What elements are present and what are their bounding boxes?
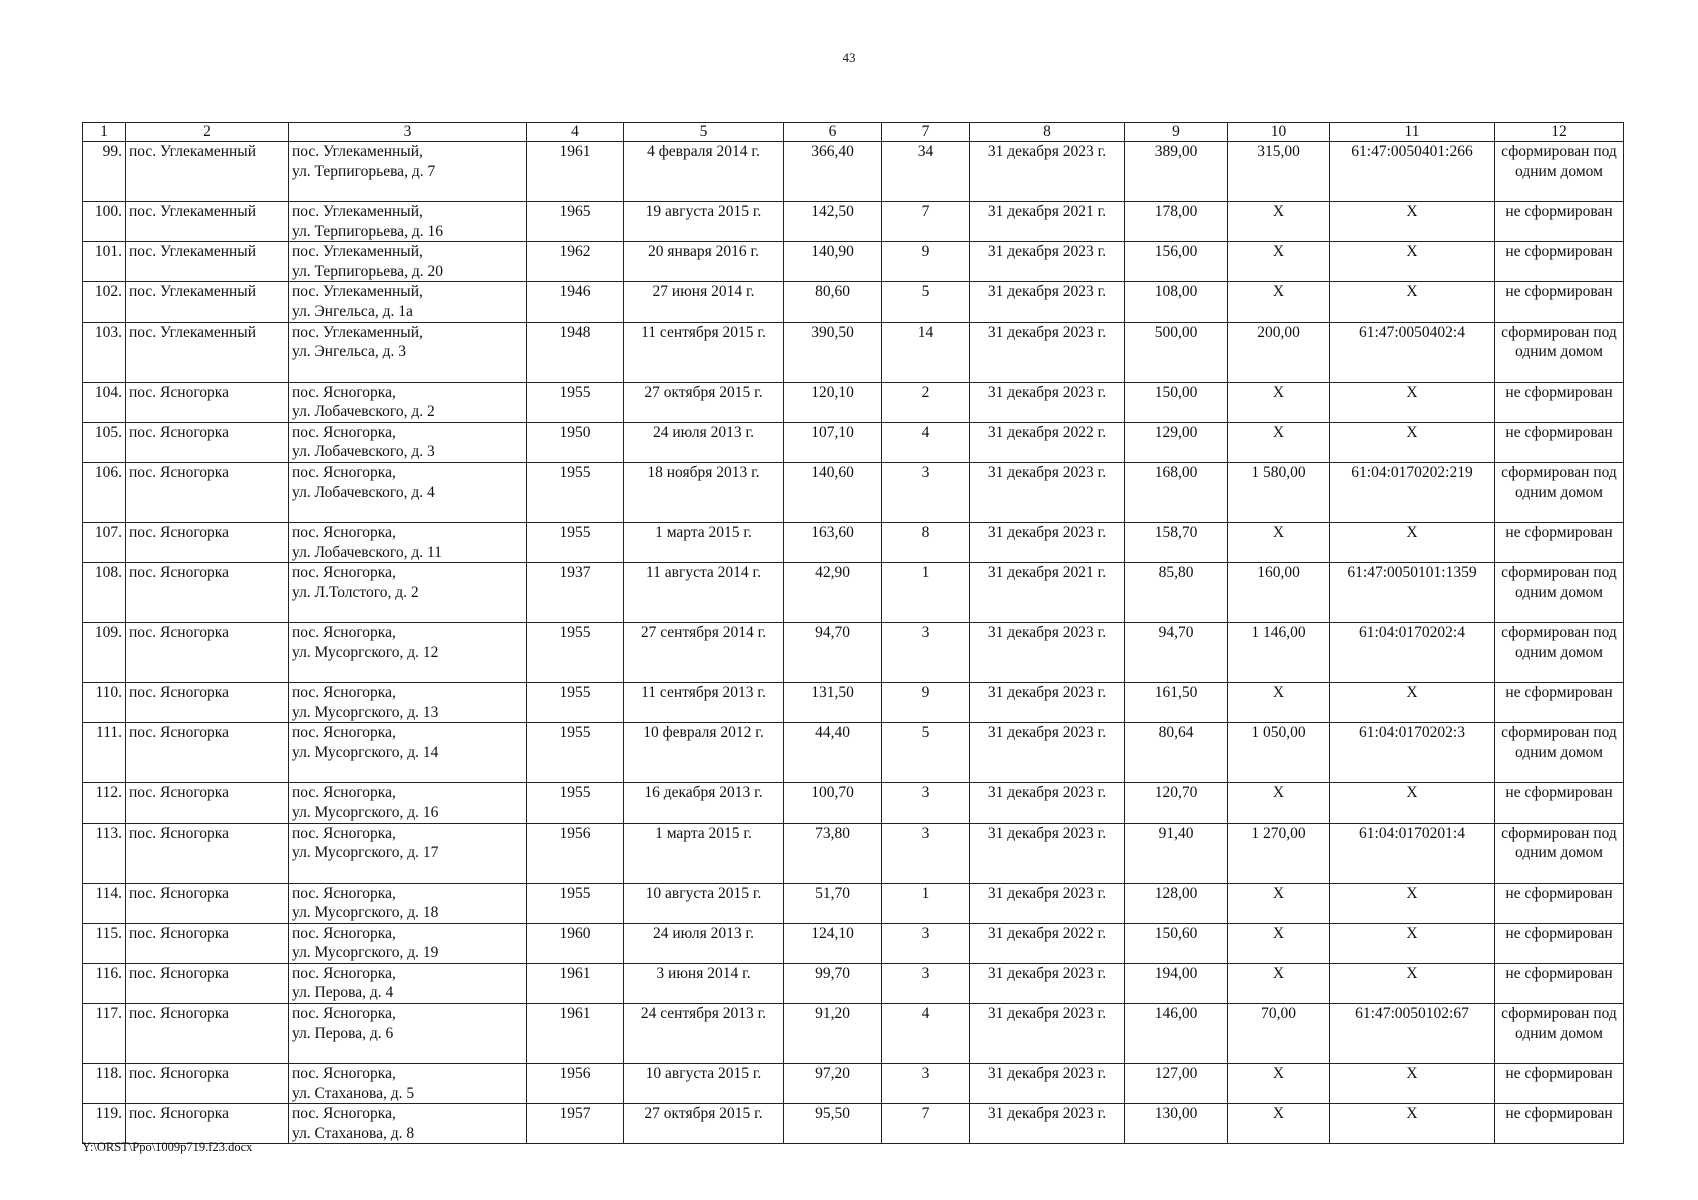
- cell-land-area: X: [1228, 242, 1330, 282]
- table-row: [83, 783, 1624, 823]
- cell-land-status: сформирован под одним домом: [1495, 462, 1624, 522]
- cell-area-value: 94,70: [1125, 623, 1228, 683]
- cell-residents: 34: [882, 142, 970, 202]
- cell-cadastral-number: 61:04:0170201:4: [1330, 823, 1495, 883]
- cell-relocation-deadline: 31 декабря 2021 г.: [970, 563, 1125, 623]
- cell-area-value: 178,00: [1125, 202, 1228, 242]
- cell-residents: 1: [882, 883, 970, 923]
- cell-land-area: X: [1228, 683, 1330, 723]
- cell-address: пос. Углекаменный, ул. Терпигорьева, д. 7: [289, 142, 527, 202]
- cell-area-value: 85,80: [1125, 563, 1228, 623]
- cell-row-number: 111.: [83, 723, 126, 783]
- file-path-footer: Y:\ORST\Ppo\1009p719.f23.docx: [82, 1140, 253, 1154]
- cell-address: пос. Ясногорка, ул. Мусоргского, д. 17: [289, 823, 527, 883]
- table-row: [83, 1104, 1624, 1144]
- cell-address: пос. Ясногорка, ул. Стаханова, д. 8: [289, 1104, 527, 1144]
- cell-settlement: пос. Ясногорка: [126, 963, 289, 1003]
- cell-residents: 5: [882, 282, 970, 322]
- cell-area: 95,50: [784, 1104, 882, 1144]
- cell-relocation-deadline: 31 декабря 2023 г.: [970, 1104, 1125, 1144]
- cell-residents: 7: [882, 1104, 970, 1144]
- cell-cadastral-number: X: [1330, 683, 1495, 723]
- cell-settlement: пос. Ясногорка: [126, 422, 289, 462]
- cell-cadastral-number: X: [1330, 1064, 1495, 1104]
- cell-row-number: 103.: [83, 322, 126, 382]
- cell-settlement: пос. Ясногорка: [126, 522, 289, 562]
- cell-row-number: 119.: [83, 1104, 126, 1144]
- cell-residents: 9: [882, 242, 970, 282]
- cell-relocation-deadline: 31 декабря 2022 г.: [970, 923, 1125, 963]
- cell-row-number: 114.: [83, 883, 126, 923]
- cell-row-number: 113.: [83, 823, 126, 883]
- cell-area: 99,70: [784, 963, 882, 1003]
- cell-land-area: 1 270,00: [1228, 823, 1330, 883]
- cell-year-built: 1937: [527, 563, 624, 623]
- cell-land-area: X: [1228, 422, 1330, 462]
- cell-residents: 14: [882, 322, 970, 382]
- cell-address: пос. Ясногорка, ул. Мусоргского, д. 16: [289, 783, 527, 823]
- cell-address: пос. Ясногорка, ул. Мусоргского, д. 12: [289, 623, 527, 683]
- cell-address: пос. Ясногорка, ул. Мусоргского, д. 18: [289, 883, 527, 923]
- cell-relocation-deadline: 31 декабря 2023 г.: [970, 963, 1125, 1003]
- cell-settlement: пос. Ясногорка: [126, 783, 289, 823]
- cell-inspection-date: 27 июня 2014 г.: [624, 282, 784, 322]
- cell-address: пос. Ясногорка, ул. Мусоргского, д. 19: [289, 923, 527, 963]
- cell-row-number: 118.: [83, 1064, 126, 1104]
- cell-address: пос. Ясногорка, ул. Перова, д. 4: [289, 963, 527, 1003]
- cell-cadastral-number: X: [1330, 783, 1495, 823]
- cell-land-area: X: [1228, 282, 1330, 322]
- cell-inspection-date: 10 февраля 2012 г.: [624, 723, 784, 783]
- cell-area: 163,60: [784, 522, 882, 562]
- cell-cadastral-number: 61:04:0170202:219: [1330, 462, 1495, 522]
- cell-settlement: пос. Углекаменный: [126, 322, 289, 382]
- cell-settlement: пос. Ясногорка: [126, 1104, 289, 1144]
- cell-cadastral-number: X: [1330, 282, 1495, 322]
- table-row: [83, 683, 1624, 723]
- cell-address: пос. Ясногорка, ул. Перова, д. 6: [289, 1004, 527, 1064]
- column-header: 5: [624, 123, 784, 142]
- cell-cadastral-number: X: [1330, 202, 1495, 242]
- cell-area-value: 158,70: [1125, 522, 1228, 562]
- cell-area: 390,50: [784, 322, 882, 382]
- cell-settlement: пос. Ясногорка: [126, 823, 289, 883]
- cell-year-built: 1961: [527, 142, 624, 202]
- cell-relocation-deadline: 31 декабря 2023 г.: [970, 783, 1125, 823]
- cell-year-built: 1955: [527, 522, 624, 562]
- cell-area: 97,20: [784, 1064, 882, 1104]
- cell-land-area: 1 580,00: [1228, 462, 1330, 522]
- cell-address: пос. Ясногорка, ул. Лобачевского, д. 2: [289, 382, 527, 422]
- cell-inspection-date: 16 декабря 2013 г.: [624, 783, 784, 823]
- cell-area-value: 156,00: [1125, 242, 1228, 282]
- cell-year-built: 1961: [527, 963, 624, 1003]
- cell-inspection-date: 10 августа 2015 г.: [624, 883, 784, 923]
- cell-area: 124,10: [784, 923, 882, 963]
- cell-residents: 7: [882, 202, 970, 242]
- cell-inspection-date: 19 августа 2015 г.: [624, 202, 784, 242]
- cell-year-built: 1956: [527, 823, 624, 883]
- cell-land-area: X: [1228, 382, 1330, 422]
- cell-year-built: 1965: [527, 202, 624, 242]
- cell-address: пос. Ясногорка, ул. Лобачевского, д. 11: [289, 522, 527, 562]
- cell-year-built: 1955: [527, 683, 624, 723]
- column-header: 3: [289, 123, 527, 142]
- cell-relocation-deadline: 31 декабря 2023 г.: [970, 462, 1125, 522]
- housing-register-table: [82, 122, 1624, 1144]
- cell-area: 131,50: [784, 683, 882, 723]
- table-row: [83, 422, 1624, 462]
- cell-year-built: 1955: [527, 883, 624, 923]
- cell-settlement: пос. Ясногорка: [126, 1064, 289, 1104]
- cell-area-value: 500,00: [1125, 322, 1228, 382]
- cell-area-value: 108,00: [1125, 282, 1228, 322]
- cell-year-built: 1955: [527, 783, 624, 823]
- cell-row-number: 108.: [83, 563, 126, 623]
- cell-year-built: 1955: [527, 623, 624, 683]
- cell-cadastral-number: X: [1330, 382, 1495, 422]
- cell-land-area: X: [1228, 963, 1330, 1003]
- cell-area-value: 146,00: [1125, 1004, 1228, 1064]
- cell-land-area: 1 146,00: [1228, 623, 1330, 683]
- cell-row-number: 106.: [83, 462, 126, 522]
- cell-residents: 5: [882, 723, 970, 783]
- cell-inspection-date: 1 марта 2015 г.: [624, 522, 784, 562]
- cell-year-built: 1946: [527, 282, 624, 322]
- cell-year-built: 1960: [527, 923, 624, 963]
- table-row: [83, 623, 1624, 683]
- cell-land-status: не сформирован: [1495, 783, 1624, 823]
- cell-year-built: 1950: [527, 422, 624, 462]
- cell-land-status: сформирован под одним домом: [1495, 142, 1624, 202]
- cell-area-value: 130,00: [1125, 1104, 1228, 1144]
- cell-year-built: 1955: [527, 382, 624, 422]
- cell-land-area: X: [1228, 1104, 1330, 1144]
- column-header: 7: [882, 123, 970, 142]
- cell-area: 94,70: [784, 623, 882, 683]
- cell-area: 80,60: [784, 282, 882, 322]
- cell-row-number: 105.: [83, 422, 126, 462]
- cell-area-value: 161,50: [1125, 683, 1228, 723]
- cell-settlement: пос. Ясногорка: [126, 883, 289, 923]
- cell-relocation-deadline: 31 декабря 2023 г.: [970, 382, 1125, 422]
- cell-year-built: 1956: [527, 1064, 624, 1104]
- cell-area: 100,70: [784, 783, 882, 823]
- cell-relocation-deadline: 31 декабря 2023 г.: [970, 282, 1125, 322]
- cell-row-number: 117.: [83, 1004, 126, 1064]
- cell-area-value: 80,64: [1125, 723, 1228, 783]
- column-header: 9: [1125, 123, 1228, 142]
- cell-cadastral-number: X: [1330, 1104, 1495, 1144]
- column-header: 6: [784, 123, 882, 142]
- cell-land-status: не сформирован: [1495, 1104, 1624, 1144]
- cell-year-built: 1955: [527, 462, 624, 522]
- cell-address: пос. Углекаменный, ул. Терпигорьева, д. 16: [289, 202, 527, 242]
- cell-inspection-date: 20 января 2016 г.: [624, 242, 784, 282]
- cell-land-status: не сформирован: [1495, 683, 1624, 723]
- cell-relocation-deadline: 31 декабря 2021 г.: [970, 202, 1125, 242]
- page-number: 43: [842, 50, 856, 65]
- cell-address: пос. Углекаменный, ул. Терпигорьева, д. 20: [289, 242, 527, 282]
- cell-area-value: 150,00: [1125, 382, 1228, 422]
- cell-area-value: 389,00: [1125, 142, 1228, 202]
- cell-residents: 9: [882, 683, 970, 723]
- cell-area: 107,10: [784, 422, 882, 462]
- cell-inspection-date: 24 июля 2013 г.: [624, 923, 784, 963]
- cell-address: пос. Углекаменный, ул. Энгельса, д. 3: [289, 322, 527, 382]
- cell-inspection-date: 27 сентября 2014 г.: [624, 623, 784, 683]
- cell-inspection-date: 3 июня 2014 г.: [624, 963, 784, 1003]
- cell-land-status: не сформирован: [1495, 522, 1624, 562]
- cell-land-status: не сформирован: [1495, 202, 1624, 242]
- cell-relocation-deadline: 31 декабря 2023 г.: [970, 522, 1125, 562]
- table-row: [83, 242, 1624, 282]
- cell-relocation-deadline: 31 декабря 2023 г.: [970, 142, 1125, 202]
- table-row: [83, 563, 1624, 623]
- cell-cadastral-number: 61:47:0050401:266: [1330, 142, 1495, 202]
- cell-land-area: 200,00: [1228, 322, 1330, 382]
- cell-land-status: не сформирован: [1495, 282, 1624, 322]
- table-row: [83, 322, 1624, 382]
- cell-area-value: 127,00: [1125, 1064, 1228, 1104]
- cell-area: 140,60: [784, 462, 882, 522]
- table-row: [83, 282, 1624, 322]
- cell-area: 120,10: [784, 382, 882, 422]
- cell-land-status: не сформирован: [1495, 883, 1624, 923]
- cell-area-value: 150,60: [1125, 923, 1228, 963]
- cell-land-status: сформирован под одним домом: [1495, 623, 1624, 683]
- cell-land-area: 1 050,00: [1228, 723, 1330, 783]
- cell-area: 44,40: [784, 723, 882, 783]
- cell-settlement: пос. Ясногорка: [126, 923, 289, 963]
- cell-area: 42,90: [784, 563, 882, 623]
- cell-land-area: X: [1228, 783, 1330, 823]
- table-row: [83, 522, 1624, 562]
- cell-land-area: X: [1228, 923, 1330, 963]
- cell-residents: 3: [882, 963, 970, 1003]
- cell-address: пос. Ясногорка, ул. Лобачевского, д. 3: [289, 422, 527, 462]
- cell-relocation-deadline: 31 декабря 2023 г.: [970, 683, 1125, 723]
- cell-year-built: 1955: [527, 723, 624, 783]
- cell-settlement: пос. Ясногорка: [126, 462, 289, 522]
- cell-settlement: пос. Ясногорка: [126, 683, 289, 723]
- cell-settlement: пос. Ясногорка: [126, 382, 289, 422]
- column-header: 1: [83, 123, 126, 142]
- cell-relocation-deadline: 31 декабря 2023 г.: [970, 1004, 1125, 1064]
- cell-area-value: 128,00: [1125, 883, 1228, 923]
- cell-land-status: не сформирован: [1495, 1064, 1624, 1104]
- cell-area-value: 120,70: [1125, 783, 1228, 823]
- table-row: [83, 923, 1624, 963]
- cell-land-status: не сформирован: [1495, 422, 1624, 462]
- cell-inspection-date: 11 сентября 2015 г.: [624, 322, 784, 382]
- cell-cadastral-number: 61:04:0170202:3: [1330, 723, 1495, 783]
- cell-cadastral-number: X: [1330, 883, 1495, 923]
- cell-inspection-date: 27 октября 2015 г.: [624, 382, 784, 422]
- cell-row-number: 112.: [83, 783, 126, 823]
- cell-land-status: не сформирован: [1495, 242, 1624, 282]
- table-row: [83, 382, 1624, 422]
- table-row: [83, 142, 1624, 202]
- cell-row-number: 116.: [83, 963, 126, 1003]
- cell-inspection-date: 24 сентября 2013 г.: [624, 1004, 784, 1064]
- cell-settlement: пос. Углекаменный: [126, 142, 289, 202]
- cell-land-area: 70,00: [1228, 1004, 1330, 1064]
- cell-relocation-deadline: 31 декабря 2023 г.: [970, 623, 1125, 683]
- cell-row-number: 107.: [83, 522, 126, 562]
- table-row: [83, 202, 1624, 242]
- cell-cadastral-number: X: [1330, 923, 1495, 963]
- table-row: [83, 723, 1624, 783]
- cell-relocation-deadline: 31 декабря 2023 г.: [970, 823, 1125, 883]
- cell-settlement: пос. Углекаменный: [126, 242, 289, 282]
- column-header: 10: [1228, 123, 1330, 142]
- column-header: 12: [1495, 123, 1624, 142]
- table-row: [83, 462, 1624, 522]
- cell-land-area: X: [1228, 1064, 1330, 1104]
- cell-area: 51,70: [784, 883, 882, 923]
- table-row: [83, 963, 1624, 1003]
- cell-inspection-date: 18 ноября 2013 г.: [624, 462, 784, 522]
- cell-residents: 4: [882, 422, 970, 462]
- table-row: [83, 1004, 1624, 1064]
- cell-relocation-deadline: 31 декабря 2023 г.: [970, 322, 1125, 382]
- cell-cadastral-number: X: [1330, 422, 1495, 462]
- cell-row-number: 102.: [83, 282, 126, 322]
- column-header: 4: [527, 123, 624, 142]
- cell-cadastral-number: 61:47:0050101:1359: [1330, 563, 1495, 623]
- column-header: 11: [1330, 123, 1495, 142]
- cell-cadastral-number: X: [1330, 242, 1495, 282]
- column-header: 8: [970, 123, 1125, 142]
- cell-cadastral-number: 61:04:0170202:4: [1330, 623, 1495, 683]
- cell-year-built: 1961: [527, 1004, 624, 1064]
- cell-land-status: сформирован под одним домом: [1495, 563, 1624, 623]
- cell-settlement: пос. Ясногорка: [126, 563, 289, 623]
- cell-settlement: пос. Ясногорка: [126, 1004, 289, 1064]
- cell-inspection-date: 24 июля 2013 г.: [624, 422, 784, 462]
- cell-land-status: не сформирован: [1495, 963, 1624, 1003]
- cell-row-number: 115.: [83, 923, 126, 963]
- cell-area-value: 194,00: [1125, 963, 1228, 1003]
- cell-land-area: X: [1228, 883, 1330, 923]
- cell-cadastral-number: 61:47:0050402:4: [1330, 322, 1495, 382]
- cell-area: 366,40: [784, 142, 882, 202]
- cell-area-value: 168,00: [1125, 462, 1228, 522]
- cell-residents: 1: [882, 563, 970, 623]
- cell-year-built: 1962: [527, 242, 624, 282]
- cell-year-built: 1957: [527, 1104, 624, 1144]
- cell-land-status: сформирован под одним домом: [1495, 322, 1624, 382]
- cell-residents: 3: [882, 623, 970, 683]
- cell-residents: 3: [882, 462, 970, 522]
- cell-residents: 8: [882, 522, 970, 562]
- table-row: [83, 823, 1624, 883]
- cell-address: пос. Ясногорка, ул. Стаханова, д. 5: [289, 1064, 527, 1104]
- cell-inspection-date: 11 августа 2014 г.: [624, 563, 784, 623]
- cell-address: пос. Ясногорка, ул. Мусоргского, д. 13: [289, 683, 527, 723]
- cell-inspection-date: 11 сентября 2013 г.: [624, 683, 784, 723]
- cell-address: пос. Ясногорка, ул. Лобачевского, д. 4: [289, 462, 527, 522]
- cell-inspection-date: 1 марта 2015 г.: [624, 823, 784, 883]
- cell-land-area: 315,00: [1228, 142, 1330, 202]
- cell-relocation-deadline: 31 декабря 2023 г.: [970, 242, 1125, 282]
- table-row: [83, 883, 1624, 923]
- table-body: [83, 142, 1624, 1144]
- cell-inspection-date: 4 февраля 2014 г.: [624, 142, 784, 202]
- cell-settlement: пос. Ясногорка: [126, 723, 289, 783]
- cell-settlement: пос. Ясногорка: [126, 623, 289, 683]
- cell-land-area: 160,00: [1228, 563, 1330, 623]
- column-number-row: [83, 123, 1624, 142]
- cell-area: 140,90: [784, 242, 882, 282]
- cell-relocation-deadline: 31 декабря 2023 г.: [970, 1064, 1125, 1104]
- cell-land-area: X: [1228, 522, 1330, 562]
- cell-row-number: 110.: [83, 683, 126, 723]
- cell-residents: 3: [882, 783, 970, 823]
- cell-residents: 3: [882, 823, 970, 883]
- cell-cadastral-number: 61:47:0050102:67: [1330, 1004, 1495, 1064]
- cell-row-number: 109.: [83, 623, 126, 683]
- cell-land-status: не сформирован: [1495, 923, 1624, 963]
- cell-land-area: X: [1228, 202, 1330, 242]
- cell-cadastral-number: X: [1330, 522, 1495, 562]
- cell-row-number: 99.: [83, 142, 126, 202]
- cell-area-value: 91,40: [1125, 823, 1228, 883]
- cell-area: 91,20: [784, 1004, 882, 1064]
- cell-land-status: сформирован под одним домом: [1495, 723, 1624, 783]
- cell-area: 142,50: [784, 202, 882, 242]
- cell-row-number: 100.: [83, 202, 126, 242]
- cell-inspection-date: 27 октября 2015 г.: [624, 1104, 784, 1144]
- cell-land-status: сформирован под одним домом: [1495, 1004, 1624, 1064]
- cell-inspection-date: 10 августа 2015 г.: [624, 1064, 784, 1104]
- cell-land-status: не сформирован: [1495, 382, 1624, 422]
- cell-row-number: 104.: [83, 382, 126, 422]
- cell-area: 73,80: [784, 823, 882, 883]
- cell-residents: 2: [882, 382, 970, 422]
- cell-residents: 4: [882, 1004, 970, 1064]
- cell-address: пос. Ясногорка, ул. Л.Толстого, д. 2: [289, 563, 527, 623]
- cell-row-number: 101.: [83, 242, 126, 282]
- cell-settlement: пос. Углекаменный: [126, 202, 289, 242]
- cell-relocation-deadline: 31 декабря 2023 г.: [970, 723, 1125, 783]
- cell-residents: 3: [882, 923, 970, 963]
- cell-relocation-deadline: 31 декабря 2023 г.: [970, 883, 1125, 923]
- cell-year-built: 1948: [527, 322, 624, 382]
- cell-area-value: 129,00: [1125, 422, 1228, 462]
- cell-address: пос. Ясногорка, ул. Мусоргского, д. 14: [289, 723, 527, 783]
- column-header: 2: [126, 123, 289, 142]
- cell-residents: 3: [882, 1064, 970, 1104]
- cell-settlement: пос. Углекаменный: [126, 282, 289, 322]
- cell-cadastral-number: X: [1330, 963, 1495, 1003]
- cell-address: пос. Углекаменный, ул. Энгельса, д. 1а: [289, 282, 527, 322]
- cell-land-status: сформирован под одним домом: [1495, 823, 1624, 883]
- table-row: [83, 1064, 1624, 1104]
- cell-relocation-deadline: 31 декабря 2022 г.: [970, 422, 1125, 462]
